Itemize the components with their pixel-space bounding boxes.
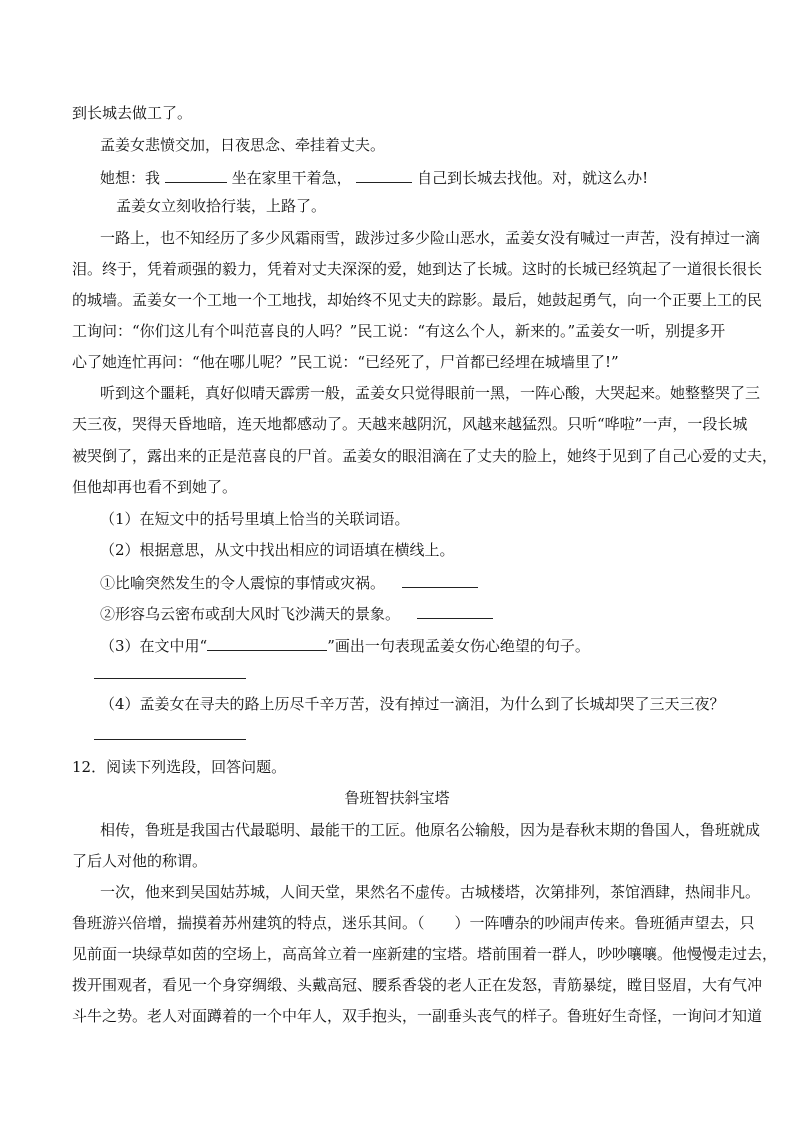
paragraph-text: 的城墙。孟姜女一个工地一个工地找，却始终不见丈夫的踪影。最后，她鼓起勇气，向一个正要上工的民 <box>72 291 763 309</box>
fill-blank-2[interactable] <box>356 166 412 183</box>
question-text: ”画出一句表现孟姜女伤心绝望的句子。 <box>327 637 590 655</box>
paragraph-text: 拨开围观者，看见一个身穿绸缎、头戴高冠、腰系香袋的老人正在发怒，青筋暴绽，瞠目竖眉，大有气冲 <box>72 976 763 994</box>
paragraph-text: 斗牛之势。老人对面蹲着的一个中年人，双手抱头，一副垂头丧气的样子。鲁班好生奇怪，一询问才知道 <box>72 1007 763 1025</box>
paragraph-line <box>72 882 761 902</box>
paragraph-text: 鲁班游兴倍增，揣摸着苏州建筑的特点，迷乐其间。（ ）一阵嘈杂的吵闹声传来。鲁班循声望去，只 <box>72 914 755 932</box>
passage-text: 到长城去做工了。 <box>72 104 193 122</box>
paragraph-line <box>72 321 724 341</box>
paragraph-line <box>72 975 763 995</box>
passage-line <box>100 135 385 155</box>
paragraph-line <box>72 446 778 466</box>
paragraph-line <box>72 352 619 372</box>
title-text: 鲁班智扶斜宝塔 <box>344 789 450 807</box>
passage-text: 她想：我 <box>100 169 161 187</box>
passage-text: 自己到长城去找他。对，就这么办! <box>417 169 649 187</box>
question-text: （1）在短文中的括号里填上恰当的关联词语。 <box>100 510 410 528</box>
question-2-item-2 <box>100 602 493 624</box>
paragraph-line <box>72 477 237 497</box>
passage-line <box>72 103 192 123</box>
passage-title <box>0 788 794 808</box>
paragraph-text: 但他却再也看不到她了。 <box>72 478 238 496</box>
paragraph-text: 相传，鲁班是我国古代最聪明、最能干的工匠。他原名公输般，因为是春秋末期的鲁国人，鲁班就成 <box>100 821 761 839</box>
passage-text: 孟姜女立刻收拾行装，上路了。 <box>116 197 327 215</box>
question-3 <box>100 634 590 656</box>
paragraph-line <box>72 851 207 871</box>
paragraph-line <box>72 228 761 248</box>
paragraph-text: 一路上，也不知经历了多少风霜雨雪，跋涉过多少险山恶水，孟姜女没有喊过一声苦，没有掉过一滴 <box>100 229 761 247</box>
question-text: ①比喻突然发生的令人震惊的事情或灾祸。 <box>100 574 386 592</box>
paragraph-line <box>72 913 755 933</box>
answer-blank[interactable] <box>417 602 493 619</box>
question-4 <box>100 694 725 714</box>
question-2-item-1 <box>100 571 478 593</box>
paragraph-text: 被哭倒了，露出来的正是范喜良的尸首。孟姜女的眼泪滴在了丈夫的脸上，她终于见到了自己心爱的丈夫， <box>72 447 778 465</box>
paragraph-text: 听到这个噩耗，真好似晴天霹雳一般，孟姜女只觉得眼前一黑，一阵心酸，大哭起来。她整整哭了三 <box>100 384 761 402</box>
paragraph-line <box>72 383 761 403</box>
question-text: ②形容乌云密布或刮大风时飞沙满天的景象。 <box>100 605 401 623</box>
passage-text: 坐在家里干着急， <box>231 169 352 187</box>
paragraph-line <box>72 944 778 964</box>
paragraph-text: 心了她连忙再问：“他在哪儿呢？”民工说：“已经死了，尸首都已经埋在城墙里了!” <box>72 353 619 371</box>
question-text: 12．阅读下列选段，回答问题。 <box>72 758 287 776</box>
answer-line[interactable] <box>94 739 246 740</box>
paragraph-text: 工询问：“你们这儿有个叫范喜良的人吗？”民工说：“有这么个人，新来的。”孟姜女一听，别提多开 <box>72 322 726 340</box>
answer-line[interactable] <box>94 678 246 679</box>
passage-text: 孟姜女悲愤交加，日夜思念、牵挂着丈夫。 <box>100 136 386 154</box>
paragraph-line <box>72 414 748 434</box>
wavy-line-sample <box>207 634 327 651</box>
paragraph-text: 泪。终于，凭着顽强的毅力，凭着对丈夫深深的爱，她到达了长城。这时的长城已经筑起了一道很长很长 <box>72 260 763 278</box>
paragraph-text: 见前面一块绿草如茵的空场上，高高耸立着一座新建的宝塔。塔前围着一群人，吵吵嚷嚷。他慢慢走过去， <box>72 945 778 963</box>
question-12-prompt <box>72 757 286 777</box>
question-text: （4）孟姜女在寻夫的路上历尽千辛万苦，没有掉过一滴泪，为什么到了长城却哭了三天三夜？ <box>100 695 725 713</box>
question-text: （2）根据意思，从文中找出相应的词语填在横线上。 <box>100 541 455 559</box>
paragraph-line <box>72 290 763 310</box>
paragraph-line <box>72 259 763 279</box>
question-text: （3）在文中用“ <box>100 637 208 655</box>
paragraph-line <box>72 1006 763 1026</box>
paragraph-text: 一次，他来到吴国姑苏城，人间天堂，果然名不虚传。古城楼塔，次第排列，茶馆酒肆，热闹非凡。 <box>100 883 761 901</box>
fill-blank-1[interactable] <box>165 166 227 183</box>
question-1 <box>100 509 410 529</box>
passage-line-with-blanks <box>100 166 648 188</box>
paragraph-text: 了后人对他的称谓。 <box>72 852 208 870</box>
paragraph-line <box>72 820 761 840</box>
question-2 <box>100 540 455 560</box>
answer-blank[interactable] <box>402 571 478 588</box>
paragraph-text: 天三夜，哭得天昏地暗，连天地都感动了。天越来越阴沉，风越来越猛烈。只听“哗啦”一声，一段长城 <box>72 415 748 433</box>
passage-line <box>116 196 326 216</box>
